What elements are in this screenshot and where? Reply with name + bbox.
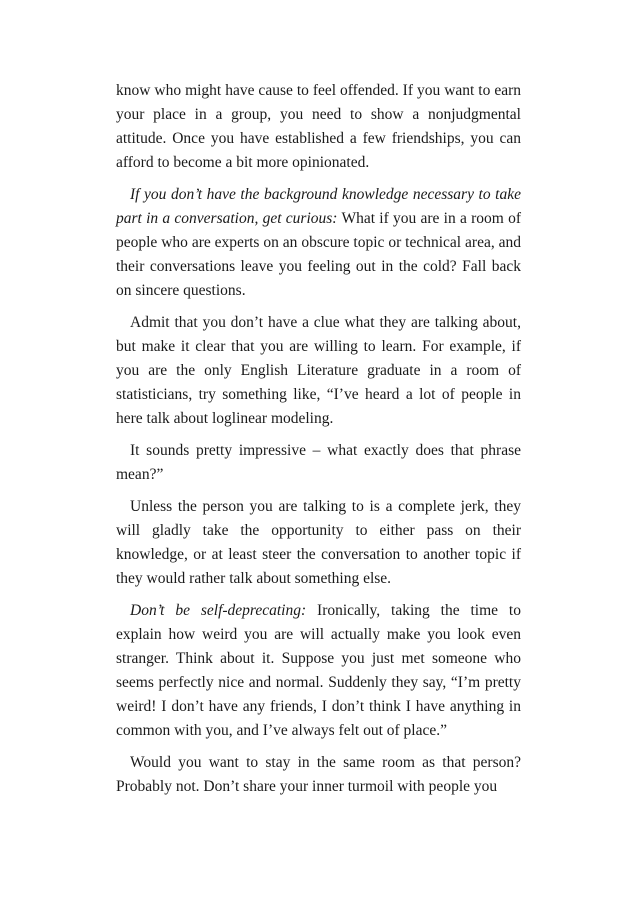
paragraph-text: Unless the person you are talking to is a complete jerk, they will gladly take the opportunity to either pass on their knowledge, or at least steer the conversation to another topic if they would rather talk about something else.	[116, 498, 521, 587]
paragraph-text: Would you want to stay in the same room as that person? Probably not. Don’t share your inner turmoil with people you	[116, 754, 521, 795]
paragraph-text: Admit that you don’t have a clue what they are talking about, but make it clear that you are willing to learn. For example, if you are the only English Literature graduate in a room of statisticians, try something like, “I’ve heard a lot of people in here talk about loglinear modeling.	[116, 314, 521, 427]
paragraph-self-deprecating	[116, 599, 521, 743]
paragraph-unless	[116, 495, 521, 591]
paragraph-text: Ironically, taking the time to explain how weird you are will actually make you look even stranger. Think about it. Suppose you just met someone who seems perfectly nice and normal. Suddenly they say, “I’m pretty weird! I don’t have any friends, I don’t think I have anything in common with you, and I’ve always felt out of place.”	[116, 602, 521, 739]
paragraph-text: What if you are in a room of people who are experts on an obscure topic or technical area, and their conversations leave you feeling out in the cold? Fall back on sincere questions.	[116, 210, 521, 299]
paragraph-would-you	[116, 751, 521, 799]
paragraph-curiosity	[116, 183, 521, 303]
page-body	[116, 79, 521, 807]
paragraph-admit	[116, 311, 521, 431]
paragraph-lead-italic: Don’t be self-deprecating:	[130, 602, 307, 619]
paragraph-text: know who might have cause to feel offended. If you want to earn your place in a group, you need to show a nonjudgmental attitude. Once you have established a few friendships, you can afford to become a bit more opinionated.	[116, 82, 521, 171]
paragraph-lead-italic: If you don’t have the background knowledge necessary to take part in a conversation, get curious:	[116, 186, 521, 227]
paragraph-impressive	[116, 439, 521, 487]
paragraph-text: It sounds pretty impressive – what exactly does that phrase mean?”	[116, 442, 521, 483]
paragraph-continuation	[116, 79, 521, 175]
